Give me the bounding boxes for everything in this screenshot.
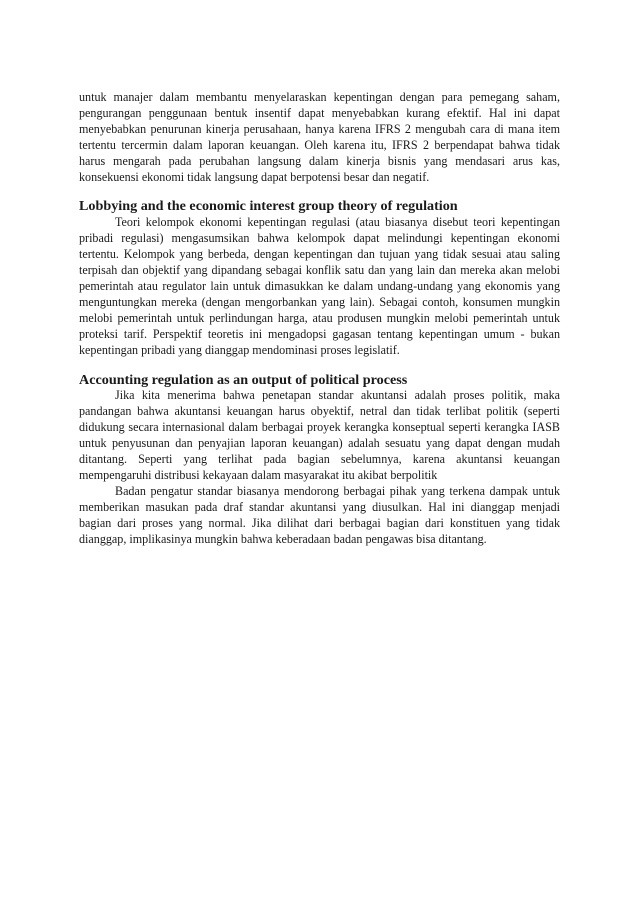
document-page bbox=[79, 90, 560, 547]
accounting-regulation-paragraph-2: Badan pengatur standar biasanya mendorong berbagai pihak yang terkena dampak untuk memberikan masukan pada draf standar akuntansi yang diusulkan. Hal ini dianggap menjadi bagian dari proses yang normal. Jika dilihat dari berbagai bagian dari konstituen yang tidak dianggap, implikasinya mungkin bahwa keberadaan badan pengawas bisa ditantang. bbox=[79, 483, 560, 546]
lobbying-paragraph: Teori kelompok ekonomi kepentingan regulasi (atau biasanya disebut teori kepentingan pribadi regulasi) mengasumsikan bahwa kelompok dapat melindungi kepentingan ekonomi tertentu. Kelompok yang berbeda, dengan kepentingan dan tujuan yang tidak sesuai atau saling terpisah dan objektif yang dipandang sebagai konflik satu dan yang lain dan mereka akan melobi pemerintah atau regulator lain untuk dimasukkan ke dalam undang-undang yang ekonomis yang menguntungkan mereka (dengan mengorbankan yang lain). Sebagai contoh, konsumen mungkin melobi pemerintah untuk perlindungan harga, atau produsen mungkin melobi pemerintah untuk proteksi tarif. Perspektif teoretis ini mengadopsi gagasan tentang kepentingan umum - bukan kepentingan pribadi yang dianggap mendominasi proses legislatif. bbox=[79, 215, 560, 357]
accounting-regulation-paragraph-1: Jika kita menerima bahwa penetapan standar akuntansi adalah proses politik, maka pandangan bahwa akuntansi keuangan harus obyektif, netral dan tidak terlibat politik (seperti didukung secara internasional dalam berbagai proyek kerangka konseptual seperti kerangka IASB untuk penyusunan dan penyajian laporan keuangan) adalah sesuatu yang dapat dengan mudah ditantang. Seperti yang terlihat pada bagian sebelumnya, karena akuntansi keuangan mempengaruhi distribusi kekayaan dalam masyarakat itu akibat berpolitik bbox=[79, 388, 560, 482]
section-heading-accounting-regulation: Accounting regulation as an output of political process bbox=[79, 371, 408, 388]
section-heading-lobbying: Lobbying and the economic interest group theory of regulation bbox=[79, 198, 458, 215]
intro-paragraph: untuk manajer dalam membantu menyelaraskan kepentingan dengan para pemegang saham, pengurangan penggunaan bentuk insentif dapat menyebabkan kurang efektif. Hal ini dapat menyebabkan penurunan kinerja perusahaan, hanya karena IFRS 2 mengubah cara di mana item tertentu tercermin dalam laporan keuangan. Oleh karena itu, IFRS 2 berpendapat bahwa tidak harus mengarah pada perubahan langsung dalam kinerja bisnis yang mendasari arus kas, konsekuensi ekonomi tidak langsung dapat berpotensi besar dan negatif. bbox=[79, 90, 560, 184]
